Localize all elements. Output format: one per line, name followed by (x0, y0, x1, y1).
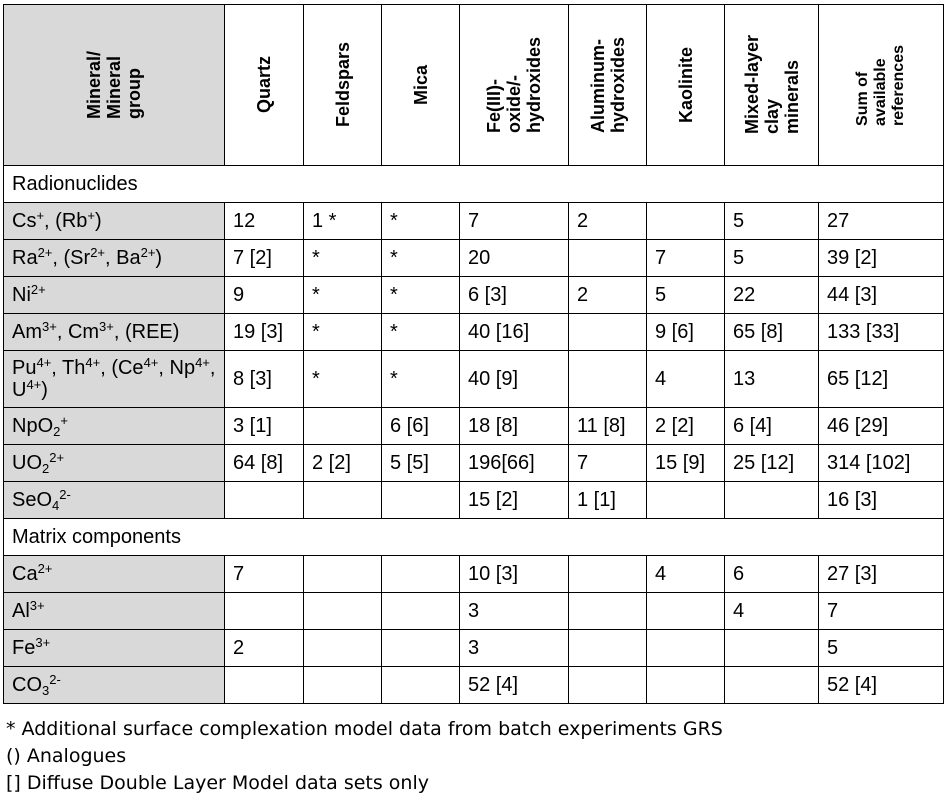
cell-ca-feldspars (304, 556, 382, 593)
cell-fe-fe-oxide: 3 (460, 630, 569, 667)
cell-al-mixed-layer: 4 (725, 593, 819, 630)
footnote-parentheses: () Analogues (6, 745, 127, 767)
table-row (4, 630, 944, 667)
header-mixed-layer: Mixed-layer clay minerals (725, 5, 819, 166)
header-mica: Mica (382, 5, 460, 166)
cell-fe-feldspars (304, 630, 382, 667)
cell-ni-quartz: 9 (225, 277, 304, 314)
cell-uo2-kaolinite: 15 [9] (647, 445, 725, 482)
cell-ni-mica: * (382, 277, 460, 314)
row-label-uo2: $UO_2^{2+}$ (4, 445, 225, 482)
section-title: Radionuclides (4, 166, 944, 203)
cell-al-feldspars (304, 593, 382, 630)
cell-co3-sum-references: 52 [4] (819, 667, 944, 704)
cell-cs-al-hydroxides: 2 (569, 203, 647, 240)
cell-pu-mica: * (382, 351, 460, 408)
table-row (4, 240, 944, 277)
row-label-am: $Am^{3+}$, $Cm^{3+}$, (REE) (4, 314, 225, 351)
cell-ni-al-hydroxides: 2 (569, 277, 647, 314)
header-mineral-group: Mineral/ Mineral group (4, 5, 225, 166)
cell-pu-al-hydroxides (569, 351, 647, 408)
cell-co3-mixed-layer (725, 667, 819, 704)
cell-ca-fe-oxide: 10 [3] (460, 556, 569, 593)
cell-am-al-hydroxides (569, 314, 647, 351)
cell-pu-kaolinite: 4 (647, 351, 725, 408)
cell-pu-quartz: 8 [3] (225, 351, 304, 408)
cell-am-mica: * (382, 314, 460, 351)
cell-seo4-kaolinite (647, 482, 725, 519)
section-title: Matrix components (4, 519, 944, 556)
cell-pu-mixed-layer: 13 (725, 351, 819, 408)
sorption-data-table (3, 4, 944, 704)
row-label-fe: $Fe^{3+}$ (4, 630, 225, 667)
row-label-ni: $Ni^{2+}$ (4, 277, 225, 314)
cell-al-al-hydroxides (569, 593, 647, 630)
cell-seo4-fe-oxide: 15 [2] (460, 482, 569, 519)
cell-ra-al-hydroxides (569, 240, 647, 277)
cell-am-quartz: 19 [3] (225, 314, 304, 351)
cell-ra-mica: * (382, 240, 460, 277)
cell-am-mixed-layer: 65 [8] (725, 314, 819, 351)
cell-al-sum-references: 7 (819, 593, 944, 630)
header-row (4, 5, 944, 166)
cell-npo2-mixed-layer: 6 [4] (725, 408, 819, 445)
footnote-brackets: [] Diffuse Double Layer Model data sets only (6, 772, 430, 794)
cell-ni-feldspars: * (304, 277, 382, 314)
cell-ra-fe-oxide: 20 (460, 240, 569, 277)
cell-uo2-mixed-layer: 25 [12] (725, 445, 819, 482)
table-row (4, 667, 944, 704)
cell-uo2-al-hydroxides: 7 (569, 445, 647, 482)
header-quartz: Quartz (225, 5, 304, 166)
cell-ca-kaolinite: 4 (647, 556, 725, 593)
cell-co3-feldspars (304, 667, 382, 704)
cell-uo2-mica: 5 [5] (382, 445, 460, 482)
cell-ni-fe-oxide: 6 [3] (460, 277, 569, 314)
cell-cs-mica: * (382, 203, 460, 240)
cell-am-fe-oxide: 40 [16] (460, 314, 569, 351)
header-kaolinite: Kaolinite (647, 5, 725, 166)
cell-ra-sum-references: 39 [2] (819, 240, 944, 277)
cell-al-quartz (225, 593, 304, 630)
cell-cs-fe-oxide: 7 (460, 203, 569, 240)
cell-seo4-al-hydroxides: 1 [1] (569, 482, 647, 519)
cell-co3-kaolinite (647, 667, 725, 704)
table-row (4, 203, 944, 240)
cell-npo2-kaolinite: 2 [2] (647, 408, 725, 445)
header-sum-references: Sum of available references (819, 5, 944, 166)
row-label-npo2: NpO$_2$+ (4, 408, 225, 445)
cell-cs-mixed-layer: 5 (725, 203, 819, 240)
cell-fe-sum-references: 5 (819, 630, 944, 667)
cell-al-kaolinite (647, 593, 725, 630)
cell-al-fe-oxide: 3 (460, 593, 569, 630)
cell-npo2-mica: 6 [6] (382, 408, 460, 445)
cell-cs-feldspars: 1 * (304, 203, 382, 240)
cell-ni-sum-references: 44 [3] (819, 277, 944, 314)
row-label-co3: $CO_3^{2-}$ (4, 667, 225, 704)
cell-am-kaolinite: 9 [6] (647, 314, 725, 351)
table-row (4, 277, 944, 314)
cell-pu-fe-oxide: 40 [9] (460, 351, 569, 408)
cell-ca-al-hydroxides (569, 556, 647, 593)
table-row (4, 482, 944, 519)
cell-co3-al-hydroxides (569, 667, 647, 704)
cell-ni-mixed-layer: 22 (725, 277, 819, 314)
cell-ca-mica (382, 556, 460, 593)
header-al-hydroxides: Aluminum- hydroxides (569, 5, 647, 166)
cell-am-feldspars: * (304, 314, 382, 351)
cell-cs-kaolinite (647, 203, 725, 240)
cell-co3-mica (382, 667, 460, 704)
cell-ca-mixed-layer: 6 (725, 556, 819, 593)
cell-am-sum-references: 133 [33] (819, 314, 944, 351)
cell-fe-kaolinite (647, 630, 725, 667)
row-label-ca: $Ca^{2+}$ (4, 556, 225, 593)
cell-seo4-sum-references: 16 [3] (819, 482, 944, 519)
cell-uo2-quartz: 64 [8] (225, 445, 304, 482)
cell-uo2-fe-oxide: 196[66] (460, 445, 569, 482)
cell-seo4-feldspars (304, 482, 382, 519)
cell-ra-mixed-layer: 5 (725, 240, 819, 277)
cell-ra-kaolinite: 7 (647, 240, 725, 277)
row-label-al: $Al^{3+}$ (4, 593, 225, 630)
cell-uo2-sum-references: 314 [102] (819, 445, 944, 482)
cell-uo2-feldspars: 2 [2] (304, 445, 382, 482)
table-row (4, 556, 944, 593)
cell-fe-al-hydroxides (569, 630, 647, 667)
header-feldspars: Feldspars (304, 5, 382, 166)
cell-npo2-sum-references: 46 [29] (819, 408, 944, 445)
cell-ca-quartz: 7 (225, 556, 304, 593)
cell-fe-mixed-layer (725, 630, 819, 667)
row-label-seo4: SeO$_4^{2-}$ (4, 482, 225, 519)
row-label-ra: $Ra^{2+}$, ($Sr^{2+}$, $Ba^{2+}$) (4, 240, 225, 277)
cell-fe-mica (382, 630, 460, 667)
table-row (4, 593, 944, 630)
cell-ca-sum-references: 27 [3] (819, 556, 944, 593)
table-row (4, 445, 944, 482)
cell-npo2-feldspars (304, 408, 382, 445)
cell-co3-quartz (225, 667, 304, 704)
cell-npo2-al-hydroxides: 11 [8] (569, 408, 647, 445)
table-row (4, 351, 944, 408)
header-fe-oxide: Fe(III)- oxide/- hydroxides (460, 5, 569, 166)
cell-fe-quartz: 2 (225, 630, 304, 667)
cell-cs-sum-references: 27 (819, 203, 944, 240)
row-label-cs: Cs+, (Rb+) (4, 203, 225, 240)
footnotes (6, 716, 723, 797)
row-label-pu: $Pu^{4+}$, $Th^{4+}$, ($Ce^{4+}$, $Np^{4+}$, $U^{4+}$) (4, 351, 225, 408)
cell-ra-feldspars: * (304, 240, 382, 277)
cell-cs-quartz: 12 (225, 203, 304, 240)
section-row-matrix (4, 519, 944, 556)
cell-pu-sum-references: 65 [12] (819, 351, 944, 408)
cell-npo2-fe-oxide: 18 [8] (460, 408, 569, 445)
table-row (4, 314, 944, 351)
cell-ni-kaolinite: 5 (647, 277, 725, 314)
footnote-asterisk: * Additional surface complexation model data from batch experiments GRS (6, 718, 723, 740)
cell-pu-feldspars: * (304, 351, 382, 408)
table-row (4, 408, 944, 445)
section-row-radionuclides (4, 166, 944, 203)
cell-seo4-mixed-layer (725, 482, 819, 519)
cell-al-mica (382, 593, 460, 630)
cell-ra-quartz: 7 [2] (225, 240, 304, 277)
cell-co3-fe-oxide: 52 [4] (460, 667, 569, 704)
cell-seo4-mica (382, 482, 460, 519)
cell-seo4-quartz (225, 482, 304, 519)
cell-npo2-quartz: 3 [1] (225, 408, 304, 445)
